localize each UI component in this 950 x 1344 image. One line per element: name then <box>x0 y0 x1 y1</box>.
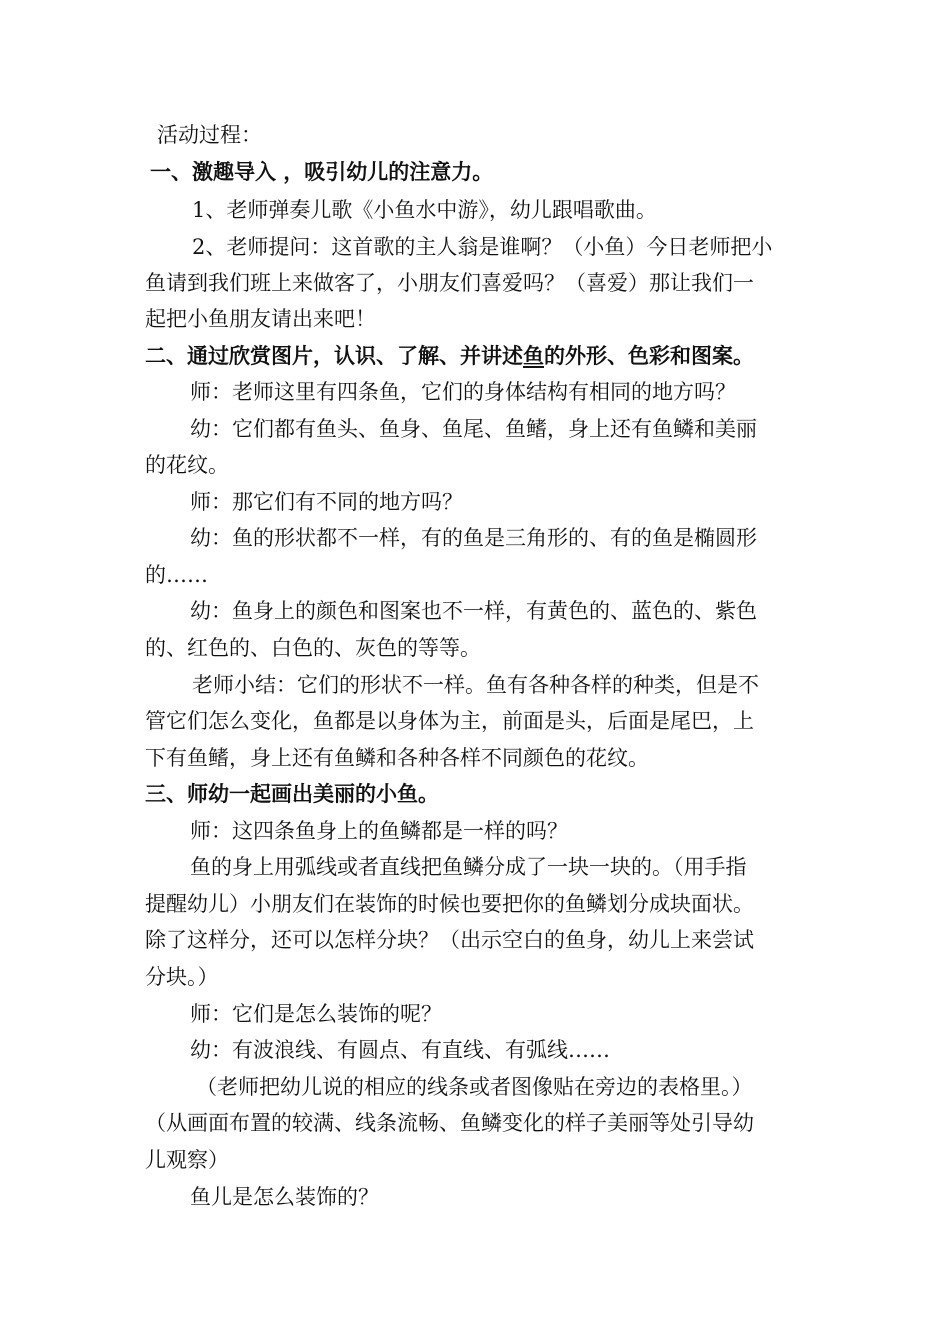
section-3-paragraph-6-line-2: 儿观察） <box>145 1148 229 1172</box>
section-3-paragraph-2-line-2: 提醒幼儿）小朋友们在装饰的时候也要把你的鱼鳞划分成块面状。 <box>145 892 754 916</box>
section-2-paragraph-1: 师：老师这里有四条鱼，它们的身体结构有相同的地方吗？ <box>190 380 736 404</box>
section-3-paragraph-3: 师：它们是怎么装饰的呢？ <box>190 1002 442 1026</box>
section-2-title <box>145 342 754 370</box>
section-2-summary-line-3: 下有鱼鳍，身上还有鱼鳞和各种各样不同颜色的花纹。 <box>145 746 649 770</box>
section-2-paragraph-2-line-1: 幼：它们都有鱼头、鱼身、鱼尾、鱼鳍，身上还有鱼鳞和美丽 <box>190 417 757 441</box>
section-1-title: 一、激趣导入 ，吸引幼儿的注意力。 <box>150 160 494 184</box>
section-2-title-start: 二、通过欣赏图片，认识、了解、并讲述 <box>145 344 523 368</box>
section-3-paragraph-1: 师：这四条鱼身上的鱼鳞都是一样的吗？ <box>190 819 568 843</box>
section-1-item-2-line-2: 鱼请到我们班上来做客了，小朋友们喜爱吗？（喜爱）那让我们一 <box>145 271 754 295</box>
section-3-paragraph-4: 幼：有波浪线、有圆点、有直线、有弧线…… <box>190 1038 610 1062</box>
section-2-paragraph-4-line-2: 的…… <box>145 563 208 587</box>
section-3-paragraph-2-line-3: 除了这样分，还可以怎样分块？（出示空白的鱼身，幼儿上来尝试 <box>145 928 754 952</box>
section-1-item-1: 1、老师弹奏儿歌《小鱼水中游》，幼儿跟唱歌曲。 <box>192 198 657 222</box>
section-3-paragraph-2-line-1: 鱼的身上用弧线或者直线把鱼鳞分成了一块一块的。（用手指 <box>190 855 747 879</box>
section-1-item-2-line-1: 2、老师提问：这首歌的主人翁是谁啊？（小鱼）今日老师把小 <box>192 235 773 259</box>
section-3-paragraph-5: （老师把幼儿说的相应的线条或者图像贴在旁边的表格里。） <box>196 1075 753 1099</box>
section-3-paragraph-2-line-4: 分块。） <box>145 965 219 989</box>
section-2-summary-line-1: 老师小结：它们的形状不一样。鱼有各种各样的种类，但是不 <box>192 673 759 697</box>
section-2-title-end: 的外形、色彩和图案。 <box>544 344 754 368</box>
section-2-title-underlined: 鱼 <box>523 344 544 368</box>
section-3-paragraph-6-line-1: （从画面布置的较满、线条流畅、鱼鳞变化的样子美丽等处引导幼 <box>145 1111 754 1135</box>
section-2-paragraph-5-line-2: 的、红色的、白色的、灰色的等等。 <box>145 636 481 660</box>
section-2-paragraph-2-line-2: 的花纹。 <box>145 453 229 477</box>
section-2-paragraph-3: 师：那它们有不同的地方吗？ <box>190 490 463 514</box>
section-2-paragraph-4-line-1: 幼：鱼的形状都不一样，有的鱼是三角形的、有的鱼是椭圆形 <box>190 526 757 550</box>
activity-process-heading: 活动过程： <box>157 123 262 147</box>
section-1-item-2-line-3: 起把小鱼朋友请出来吧！ <box>145 307 376 331</box>
section-2-paragraph-5-line-1: 幼：鱼身上的颜色和图案也不一样，有黄色的、蓝色的、紫色 <box>190 599 757 623</box>
section-3-paragraph-7: 鱼儿是怎么装饰的？ <box>190 1185 379 1209</box>
section-3-title: 三、师幼一起画出美丽的小鱼。 <box>145 782 439 806</box>
section-2-summary-line-2: 管它们怎么变化，鱼都是以身体为主，前面是头，后面是尾巴，上 <box>145 709 754 733</box>
